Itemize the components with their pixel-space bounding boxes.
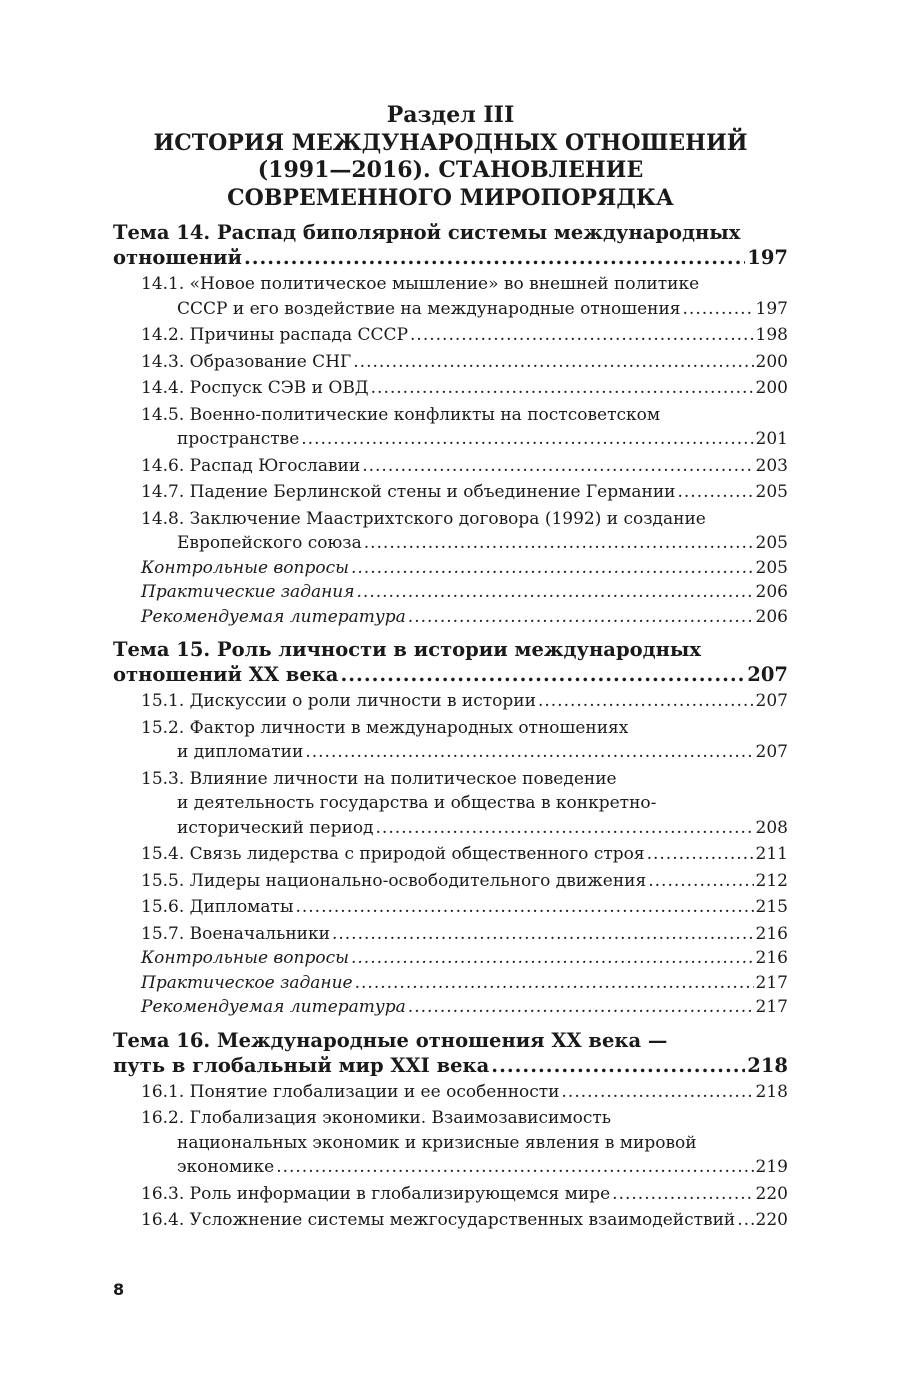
leader-dots xyxy=(364,531,754,556)
toc-entry-line: 15.3. Влияние личности на политическое поведение xyxy=(141,768,617,789)
page-ref: 220 xyxy=(755,1183,788,1204)
toc-entry[interactable] xyxy=(113,350,788,375)
toc-entry-last-line[interactable] xyxy=(141,323,788,348)
toc-entry[interactable] xyxy=(113,480,788,505)
toc-extra-entry[interactable] xyxy=(113,580,788,605)
toc-entry-text: 15.7. Военачальники xyxy=(141,923,330,944)
leader-dots xyxy=(353,350,753,375)
toc-extra-entry[interactable] xyxy=(113,971,788,996)
leader-dots xyxy=(362,454,753,479)
toc-entry-text: 14.4. Роспуск СЭВ и ОВД xyxy=(141,378,369,398)
toc-entry[interactable] xyxy=(113,922,788,947)
page-ref: 217 xyxy=(755,997,788,1017)
topic-title-line: Тема 14. Распад биполярной системы международных xyxy=(113,221,741,244)
leader-dots xyxy=(276,1155,753,1180)
leader-dots xyxy=(376,816,754,841)
leader-dots xyxy=(647,842,754,867)
toc-entry-last-line[interactable] xyxy=(141,995,788,1020)
page-ref: 218 xyxy=(747,1053,788,1077)
toc-entry[interactable] xyxy=(113,767,788,841)
page-ref: 198 xyxy=(755,325,788,345)
toc-entry[interactable] xyxy=(113,1080,788,1105)
leader-dots xyxy=(612,1182,753,1207)
leader-dots xyxy=(332,922,754,947)
topic-title[interactable] xyxy=(113,637,788,687)
page-ref: 205 xyxy=(755,557,788,578)
toc-entry-last-line[interactable] xyxy=(141,556,788,581)
toc-entry-text: 15.6. Дипломаты xyxy=(141,897,294,917)
toc-extra-entry[interactable] xyxy=(113,605,788,630)
toc-entry-last-line[interactable] xyxy=(141,895,788,920)
page-ref: 207 xyxy=(755,742,788,762)
toc-entry-text: Европейского союза xyxy=(177,533,362,553)
toc-entry-last-line[interactable] xyxy=(141,376,788,401)
toc-topic xyxy=(113,1028,788,1233)
toc-entry[interactable] xyxy=(113,1106,788,1180)
toc-entry-last-line[interactable] xyxy=(141,427,788,452)
toc-entry-text: и дипломатии xyxy=(177,742,304,762)
toc-entry[interactable] xyxy=(113,869,788,894)
toc-entry-text: пространстве xyxy=(177,429,300,449)
toc-entry-text: 16.4. Усложнение системы межгосударственных взаимодействий xyxy=(141,1210,736,1230)
page-ref: 197 xyxy=(747,246,788,269)
page-ref: 200 xyxy=(755,378,788,398)
leader-dots xyxy=(562,1080,754,1105)
toc-entry-last-line[interactable] xyxy=(141,842,788,867)
page-ref: 205 xyxy=(755,533,788,553)
leader-dots xyxy=(357,580,754,605)
toc-entry-text: исторический период xyxy=(177,817,374,838)
page-ref: 219 xyxy=(755,1157,788,1177)
leader-dots xyxy=(340,662,745,687)
leader-dots xyxy=(244,245,745,270)
toc-entry-last-line[interactable] xyxy=(141,946,788,971)
leader-dots xyxy=(491,1053,745,1078)
topic-title-line: Тема 16. Международные отношения XX века — xyxy=(113,1028,668,1052)
leader-dots xyxy=(295,895,753,920)
toc-entry-line: 14.8. Заключение Маастрихтского договора (1992) и создание xyxy=(141,508,706,529)
page-ref: 218 xyxy=(755,1081,788,1102)
leader-dots xyxy=(677,480,753,505)
page-ref: 200 xyxy=(755,351,788,372)
toc-entry-text: Рекомендуемая литература xyxy=(141,997,406,1017)
section-label: Раздел III xyxy=(386,102,515,128)
toc-entry-last-line[interactable] xyxy=(141,454,788,479)
toc-entry-text: Контрольные вопросы xyxy=(141,557,349,578)
toc-entry-text: 14.6. Распад Югославии xyxy=(141,455,361,476)
page-ref: 207 xyxy=(747,663,788,686)
section-title-line: ИСТОРИЯ МЕЖДУНАРОДНЫХ ОТНОШЕНИЙ xyxy=(153,129,748,156)
toc-entry-line: 16.2. Глобализация экономики. Взаимозависимость xyxy=(141,1108,611,1128)
toc-entry-text: 15.1. Дискуссии о роли личности в истории xyxy=(141,691,536,711)
toc-entry-line: 15.2. Фактор личности в международных отношениях xyxy=(141,717,629,738)
leader-dots xyxy=(371,376,754,401)
toc-entry-last-line[interactable] xyxy=(141,816,788,841)
toc-entry-last-line[interactable] xyxy=(141,605,788,630)
toc-entry-text: отношений xyxy=(113,246,242,269)
toc-entry-last-line[interactable] xyxy=(141,1208,788,1233)
toc-entry-text: 14.2. Причины распада СССР xyxy=(141,325,409,345)
toc-entry[interactable] xyxy=(113,689,788,714)
page-ref: 220 xyxy=(755,1210,788,1230)
section-title-line: (1991—2016). СТАНОВЛЕНИЕ xyxy=(257,157,644,183)
toc-topic xyxy=(113,220,788,629)
toc-entry-text: 15.4. Связь лидерства с природой общественного строя xyxy=(141,844,645,864)
leader-dots xyxy=(737,1208,753,1233)
toc-extra-entry[interactable] xyxy=(113,556,788,581)
toc-entry[interactable] xyxy=(113,842,788,867)
toc-entry-last-line[interactable] xyxy=(141,869,788,894)
toc-entry-text: 14.3. Образование СНГ xyxy=(141,351,352,372)
page-number: 8 xyxy=(113,1280,125,1299)
topic-title[interactable] xyxy=(113,220,788,270)
toc-entry-text: Контрольные вопросы xyxy=(141,948,349,968)
toc-entry-last-line[interactable] xyxy=(141,531,788,556)
toc-entry[interactable] xyxy=(113,454,788,479)
leader-dots xyxy=(683,297,754,322)
leader-dots xyxy=(648,869,753,894)
page-ref: 216 xyxy=(755,923,788,944)
page-ref: 212 xyxy=(755,870,788,891)
toc-entry-last-line[interactable] xyxy=(141,689,788,714)
page-ref: 203 xyxy=(755,455,788,476)
toc-entry-last-line[interactable] xyxy=(141,580,788,605)
toc-entry-text: СССР и его воздействие на международные отношения xyxy=(177,298,681,319)
toc-entry-line: национальных экономик и кризисные явления в мировой xyxy=(177,1132,697,1153)
toc-entry[interactable] xyxy=(113,403,788,452)
toc-entry-last-line[interactable] xyxy=(141,922,788,947)
toc-entry-last-line[interactable] xyxy=(141,971,788,996)
toc-entry[interactable] xyxy=(113,716,788,765)
leader-dots xyxy=(305,740,753,765)
page-ref: 205 xyxy=(755,482,788,502)
page-ref: 207 xyxy=(755,691,788,711)
toc-extra-entry[interactable] xyxy=(113,995,788,1020)
page-content xyxy=(113,102,788,1233)
topic-title[interactable] xyxy=(113,1028,788,1078)
toc-entry-last-line[interactable] xyxy=(141,480,788,505)
toc-entry-text: отношений XX века xyxy=(113,663,339,686)
toc-entry[interactable] xyxy=(113,895,788,920)
toc-entry-line: и деятельность государства и общества в конкретно- xyxy=(177,793,657,813)
page-ref: 197 xyxy=(755,298,788,319)
toc-entry-text: 15.5. Лидеры национально-освободительного движения xyxy=(141,870,647,891)
page-ref: 201 xyxy=(755,429,788,449)
page-ref: 208 xyxy=(755,817,788,838)
toc-entry[interactable] xyxy=(113,323,788,348)
toc-entry-text: 16.3. Роль информации в глобализирующемся мире xyxy=(141,1183,611,1204)
leader-dots xyxy=(301,427,753,452)
leader-dots xyxy=(351,946,754,971)
page-ref: 206 xyxy=(755,582,788,602)
toc-entry-last-line[interactable] xyxy=(141,1155,788,1180)
section-title-line: СОВРЕМЕННОГО МИРОПОРЯДКА xyxy=(227,184,674,211)
toc-entry-text: 14.7. Падение Берлинской стены и объединение Германии xyxy=(141,482,676,502)
topic-title-last-line[interactable] xyxy=(113,245,788,270)
toc-entry[interactable] xyxy=(113,1182,788,1207)
toc-entry-text: путь в глобальный мир XXI века xyxy=(113,1053,490,1077)
leader-dots xyxy=(408,605,754,630)
toc-entry-text: Практические задания xyxy=(141,582,355,602)
toc-entry-last-line[interactable] xyxy=(141,1080,788,1105)
page-ref: 217 xyxy=(755,972,788,993)
topic-title-last-line[interactable] xyxy=(113,662,788,687)
toc-entry[interactable] xyxy=(113,507,788,556)
toc-entry-last-line[interactable] xyxy=(141,297,788,322)
toc-extra-entry[interactable] xyxy=(113,946,788,971)
topic-title-line: Тема 15. Роль личности в истории международных xyxy=(113,638,702,661)
toc-entry-last-line[interactable] xyxy=(141,350,788,375)
page-ref: 206 xyxy=(755,606,788,627)
toc-topic xyxy=(113,637,788,1020)
table-of-contents xyxy=(113,220,788,1233)
leader-dots xyxy=(538,689,754,714)
toc-entry-text: Рекомендуемая литература xyxy=(141,606,406,627)
toc-entry-last-line[interactable] xyxy=(141,1182,788,1207)
toc-entry[interactable] xyxy=(113,272,788,321)
toc-entry-text: Практическое задание xyxy=(141,972,353,993)
leader-dots xyxy=(408,995,754,1020)
leader-dots xyxy=(351,556,754,581)
leader-dots xyxy=(410,323,754,348)
toc-entry-line: 14.5. Военно-политические конфликты на постсоветском xyxy=(141,404,661,425)
page-ref: 215 xyxy=(755,897,788,917)
page-ref: 216 xyxy=(755,948,788,968)
toc-entry[interactable] xyxy=(113,376,788,401)
toc-entry-text: 16.1. Понятие глобализации и ее особенности xyxy=(141,1081,560,1102)
toc-entry[interactable] xyxy=(113,1208,788,1233)
toc-entry-text: экономике xyxy=(177,1157,275,1177)
topic-title-last-line[interactable] xyxy=(113,1053,788,1078)
leader-dots xyxy=(355,971,754,996)
toc-entry-line: 14.1. «Новое политическое мышление» во внешней политике xyxy=(141,274,700,294)
page-ref: 211 xyxy=(755,844,788,864)
toc-entry-last-line[interactable] xyxy=(141,740,788,765)
